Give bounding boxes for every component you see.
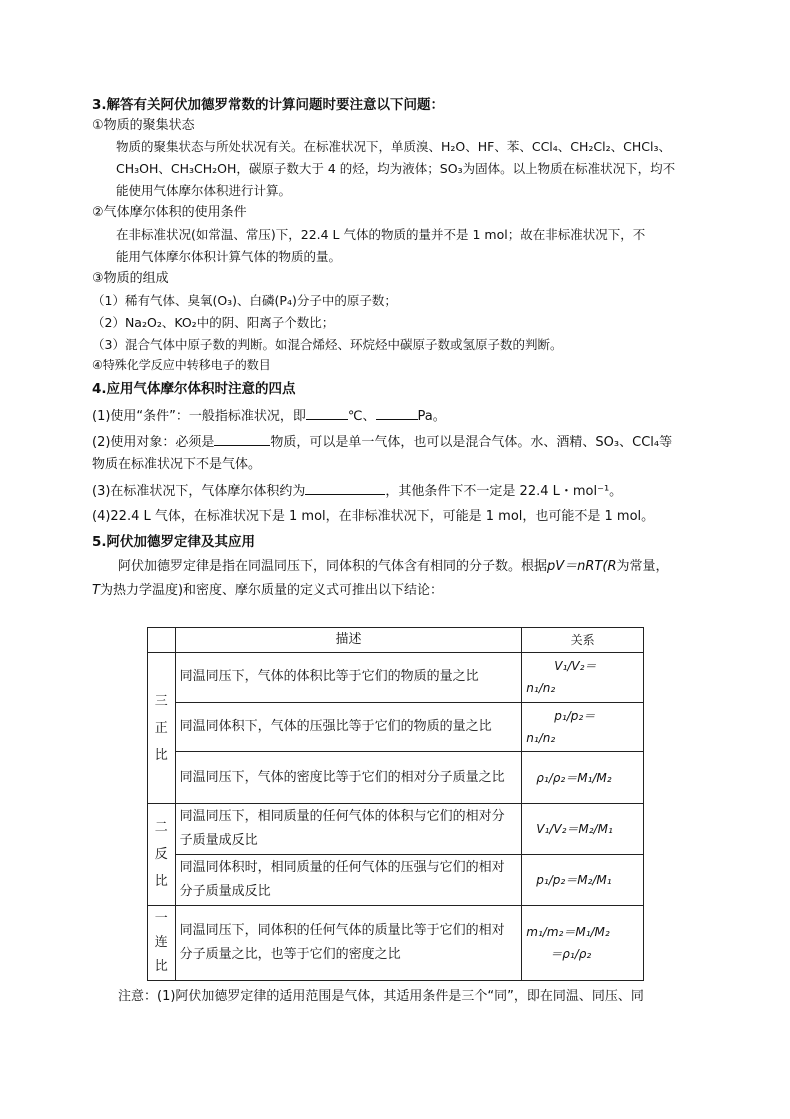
table-row bbox=[148, 855, 644, 906]
item2-text-line1: 在非标准状况(如常温、常压)下，22.4 L 气体的物质的量并不是 1 mol；故在非标准状况下，不 bbox=[116, 227, 646, 242]
section4-point1 bbox=[92, 407, 446, 426]
blank-temperature[interactable] bbox=[306, 407, 348, 420]
item3-sub2: （2）Na₂O₂、KO₂中的阴、阳离子个数比； bbox=[92, 315, 335, 330]
table-header-relation: 关系 bbox=[522, 628, 644, 653]
point3-text-a: (3)在标准状况下，气体摩尔体积约为 bbox=[92, 484, 306, 499]
group-label-two-inverse: 二反比 bbox=[148, 804, 176, 906]
section5-intro-line2 bbox=[92, 582, 443, 600]
section3-heading: 3.解答有关阿伏加德罗常数的计算问题时要注意以下问题： bbox=[92, 97, 445, 113]
blank-substance[interactable] bbox=[214, 433, 270, 446]
section5-intro-line1 bbox=[118, 558, 669, 576]
point1-text-b: ℃、 bbox=[347, 409, 376, 424]
intro-symbol-t: T bbox=[92, 583, 100, 598]
item2-text-line2: 能用气体摩尔体积计算气体的物质的量。 bbox=[116, 249, 342, 264]
item1-text-line1: 物质的聚集状态与所处状况有关。在标准状况下，单质溴、H₂O、HF、苯、CCl₄、CH₂Cl₂、CHCl₃、 bbox=[116, 139, 671, 154]
item1-text-line2: CH₃OH、CH₃CH₂OH，碳原子数大于 4 的烃，均为液体；SO₃为固体。以上物质在标准状况下，均不 bbox=[116, 161, 676, 176]
intro-formula: pV＝nRT(R bbox=[547, 559, 617, 574]
table-cell-relation: V₁/V₂＝M₂/M₁ bbox=[522, 804, 644, 855]
item3-title: ③物质的组成 bbox=[92, 271, 169, 286]
table-cell-description: 同温同体积时，相同质量的任何气体的压强与它们的相对分子质量成反比 bbox=[175, 855, 522, 906]
table-cell-description: 同温同体积下，气体的压强比等于它们的物质的量之比 bbox=[175, 702, 522, 752]
table-cell-relation: p₁/p₂＝ n₁/n₂ bbox=[522, 702, 644, 752]
table-row bbox=[148, 906, 644, 981]
table-cell-description: 同温同压下，气体的体积比等于它们的物质的量之比 bbox=[175, 653, 522, 703]
table-row bbox=[148, 804, 644, 855]
item4-title: ④特殊化学反应中转移电子的数目 bbox=[92, 358, 271, 372]
table-cell-description: 同温同压下，相同质量的任何气体的体积与它们的相对分子质量成反比 bbox=[175, 804, 522, 855]
table-cell-description: 同温同压下，气体的密度比等于它们的相对分子质量之比 bbox=[175, 752, 522, 804]
table-cell-relation: ρ₁/ρ₂＝M₁/M₂ bbox=[522, 752, 644, 804]
point1-text-c: Pa。 bbox=[417, 409, 446, 424]
group-label-one-chain: 一连比 bbox=[148, 906, 176, 981]
blank-pressure[interactable] bbox=[376, 407, 418, 420]
item3-sub3: （3）混合气体中原子数的判断。如混合烯烃、环烷烃中碳原子数或氢原子数的判断。 bbox=[92, 337, 563, 352]
item1-text-line3: 能使用气体摩尔体积进行计算。 bbox=[116, 183, 292, 198]
table-cell-relation: m₁/m₂＝M₁/M₂ ＝ρ₁/ρ₂ bbox=[522, 906, 644, 981]
table-row bbox=[148, 702, 644, 752]
intro-text-c: 为热力学温度)和密度、摩尔质量的定义式可推出以下结论： bbox=[99, 583, 444, 598]
intro-text-a: 阿伏加德罗定律是指在同温同压下，同体积的气体含有相同的分子数。根据 bbox=[118, 559, 548, 574]
section4-point2-cont: 物质在标准状况下不是气体。 bbox=[92, 457, 262, 472]
section5-heading: 5.阿伏加德罗定律及其应用 bbox=[92, 534, 256, 550]
avogadro-relations-table bbox=[147, 627, 644, 981]
group-label-three-proportional: 三正比 bbox=[148, 653, 176, 804]
item3-sub1: （1）稀有气体、臭氧(O₃)、白磷(P₄)分子中的原子数； bbox=[92, 293, 397, 308]
section4-heading: 4.应用气体摩尔体积时注意的四点 bbox=[92, 381, 296, 397]
section5-note: 注意：(1)阿伏加德罗定律的适用范围是气体，其适用条件是三个“同”，即在同温、同压、同 bbox=[118, 989, 644, 1004]
blank-molar-volume[interactable] bbox=[305, 482, 385, 495]
table-cell-description: 同温同压下，同体积的任何气体的质量比等于它们的相对分子质量之比，也等于它们的密度之比 bbox=[175, 906, 522, 981]
table-cell-relation: V₁/V₂＝ n₁/n₂ bbox=[522, 653, 644, 703]
item1-title: ①物质的聚集状态 bbox=[92, 118, 195, 133]
table-cell-relation: p₁/p₂＝M₂/M₁ bbox=[522, 855, 644, 906]
point3-text-b: ，其他条件下不一定是 22.4 L・mol⁻¹。 bbox=[385, 484, 623, 499]
point2-text-b: 物质，可以是单一气体，也可以是混合气体。水、酒精、SO₃、CCl₄等 bbox=[270, 435, 673, 450]
intro-text-b: 为常量， bbox=[616, 559, 669, 574]
table-header-description: 描述 bbox=[175, 628, 522, 653]
table-header-blank bbox=[148, 628, 176, 653]
section4-point2 bbox=[92, 433, 672, 452]
table-header-row bbox=[148, 628, 644, 653]
table-row bbox=[148, 752, 644, 804]
section4-point4: (4)22.4 L 气体，在标准状况下是 1 mol，在非标准状况下，可能是 1 mol，也可能不是 1 mol。 bbox=[92, 509, 655, 524]
table-row bbox=[148, 653, 644, 703]
point1-text-a: (1)使用“条件”：一般指标准状况，即 bbox=[92, 409, 306, 424]
item2-title: ②气体摩尔体积的使用条件 bbox=[92, 205, 247, 220]
section4-point3 bbox=[92, 482, 622, 501]
point2-text-a: (2)使用对象：必须是 bbox=[92, 435, 215, 450]
